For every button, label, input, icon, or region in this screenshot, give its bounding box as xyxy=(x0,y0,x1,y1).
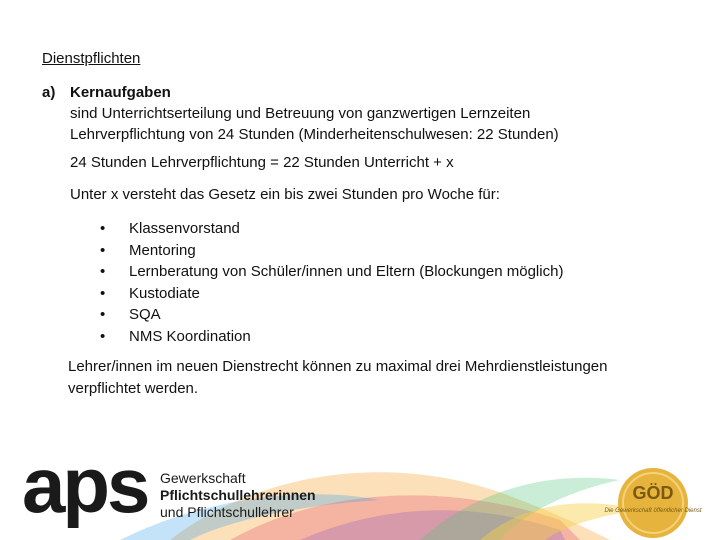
section-title: Kernaufgaben xyxy=(70,84,171,101)
list-item-text: Klassenvorstand xyxy=(129,220,240,237)
closing-paragraph xyxy=(68,356,607,400)
list-item xyxy=(100,304,563,326)
intro-text: Unter x versteht das Gesetz ein bis zwei Stunden pro Woche für: xyxy=(70,186,500,203)
section-marker: a) xyxy=(42,84,56,101)
equation-text: 24 Stunden Lehrverpflichtung = 22 Stunden Unterricht + x xyxy=(70,154,454,171)
list-item xyxy=(100,283,563,305)
section-line: Lehrverpflichtung von 24 Stunden (Minderheitenschulwesen: 22 Stunden) xyxy=(70,126,559,143)
bullet-icon: • xyxy=(100,241,106,259)
closing-line: Lehrer/innen im neuen Dienstrecht können zu maximal drei Mehrdienstleistungen xyxy=(68,358,608,375)
bullet-icon: • xyxy=(100,220,106,237)
list-item-text: Mentoring xyxy=(129,241,196,259)
list-item-text: Kustodiate xyxy=(129,284,200,302)
logo-line: und Pflichtschullehrer xyxy=(160,504,294,520)
page-title: Dienstpflichten xyxy=(42,50,141,67)
bullet-icon: • xyxy=(100,327,106,345)
badge-subtext: Die Gewerkschaft öffentlicher Dienst xyxy=(604,508,702,514)
list-item-text: SQA xyxy=(129,306,161,324)
section-line: sind Unterrichtserteilung und Betreuung von ganzwertigen Lernzeiten xyxy=(70,105,531,122)
list-item xyxy=(100,261,563,283)
bullet-icon: • xyxy=(100,263,106,281)
bullet-list xyxy=(100,218,563,348)
logo-line: Gewerkschaft xyxy=(160,470,246,486)
badge-text: GÖD xyxy=(632,483,674,503)
aps-logo: aps xyxy=(22,441,148,529)
list-item xyxy=(100,218,563,240)
bullet-icon: • xyxy=(100,284,106,302)
list-item-text: NMS Koordination xyxy=(129,327,251,345)
goed-badge-icon xyxy=(604,466,702,540)
logo-line: Pflichtschullehrerinnen xyxy=(160,487,316,503)
list-item xyxy=(100,240,563,262)
bullet-icon: • xyxy=(100,306,106,324)
closing-line: verpflichtet werden. xyxy=(68,380,199,397)
list-item-text: Lernberatung von Schüler/innen und Eltern (Blockungen möglich) xyxy=(129,263,564,281)
list-item xyxy=(100,326,563,348)
logo-caption xyxy=(160,470,316,521)
